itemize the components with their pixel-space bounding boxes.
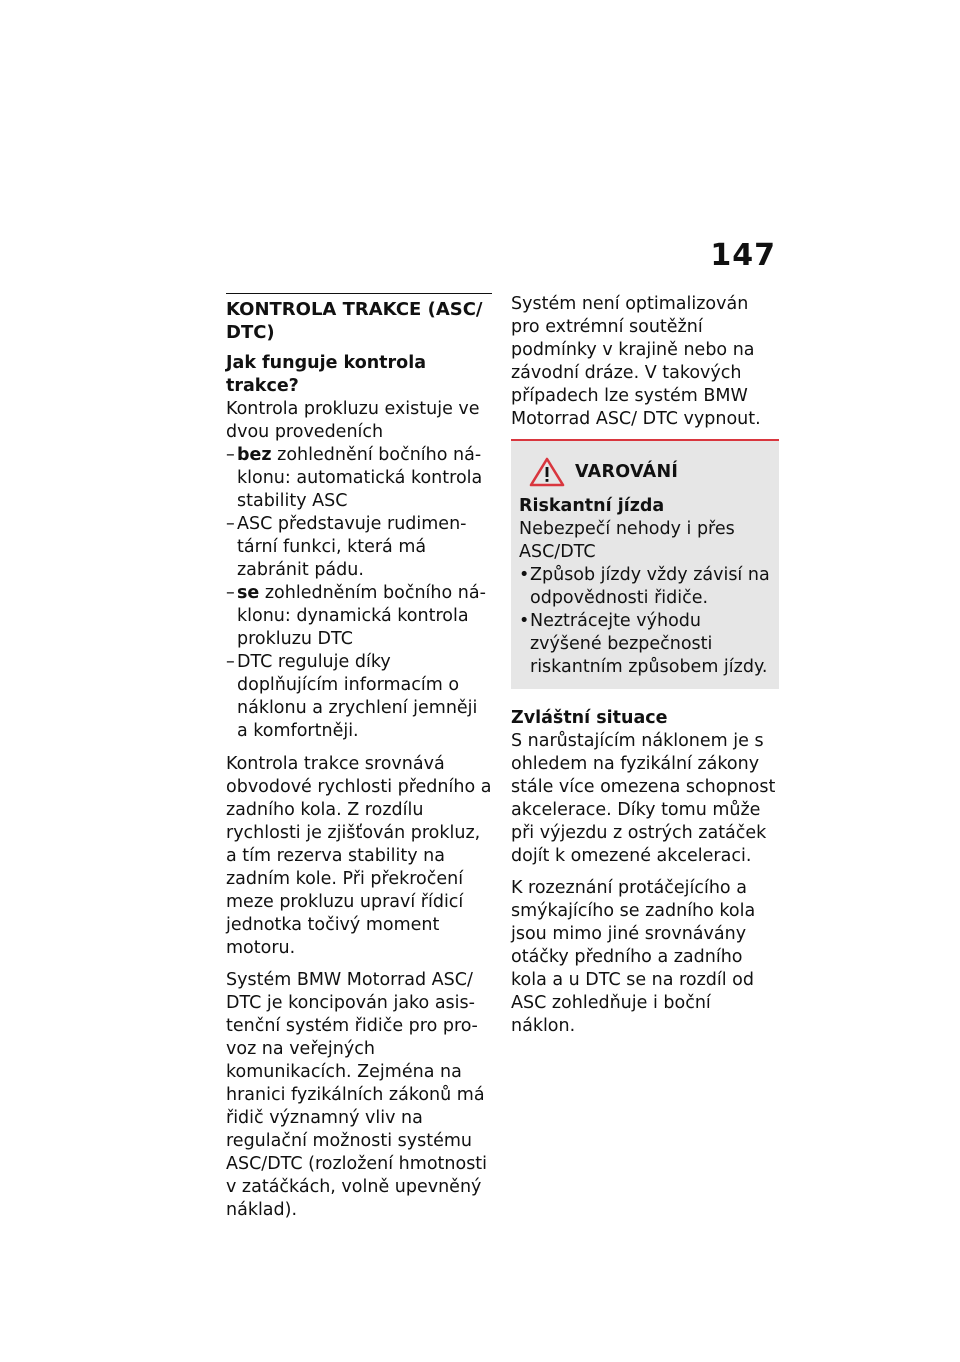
bullet-marker: • bbox=[519, 611, 530, 631]
list-item-text: DTC reguluje díky doplňujícím informacím o náklonu a zrychlení jemněji a komfortněji. bbox=[237, 652, 478, 741]
intro-text: Kontrola prokluzu existuje ve dvou provedeních bbox=[226, 399, 480, 442]
dash-marker: – bbox=[226, 652, 235, 672]
left-column bbox=[226, 293, 492, 1231]
warning-box bbox=[511, 439, 779, 689]
list-item-text: zohlednění bočního náklonu: automatická kontrola stability ASC bbox=[237, 445, 483, 511]
list-item bbox=[519, 610, 771, 679]
list-item-bold: bez bbox=[237, 445, 272, 465]
warning-text: Nebezpečí nehody i přes ASC/DTC bbox=[519, 519, 735, 562]
warning-label: VAROVÁNÍ bbox=[575, 461, 679, 482]
list-item-text: Způsob jízdy vždy závisí na odpovědnosti řidiče. bbox=[530, 565, 770, 608]
page-number: 147 bbox=[710, 238, 776, 273]
list-item-bold: se bbox=[237, 583, 260, 603]
dash-marker: – bbox=[226, 445, 235, 465]
paragraph-comparison: Kontrola trakce srovnává obvodové rychlosti předního a zadního kola. Z rozdílu rychlosti je zjišťován prokluz, a tím rezerva stability na zadním kole. Při překročení meze prokluzu upraví řídicí jednotka točivý moment motoru. bbox=[226, 754, 492, 958]
bullet-marker: • bbox=[519, 565, 530, 585]
warning-triangle-icon bbox=[529, 457, 565, 487]
list-item bbox=[226, 582, 492, 651]
list-item-text: zohledněním bočního náklonu: dynamická kontrola prokluzu DTC bbox=[237, 583, 486, 649]
right-column bbox=[511, 293, 779, 1047]
list-item-text: ASC představuje rudimentární funkci, která má zabránit pádu. bbox=[237, 514, 467, 580]
paragraph-wheel-detection: K rozeznání protáčejícího a smýkajícího se zadního kola jsou mimo jiné srovnávány otáčky předního a zadního kola a u DTC se na rozdíl od ASC zohledňuje i boční náklon. bbox=[511, 878, 756, 1036]
warning-header bbox=[519, 457, 771, 487]
section-rule bbox=[226, 293, 492, 294]
paragraph-acceleration: S narůstajícím náklonem je s ohledem na fyzikální zákony stále více omezena schopnost akcelerace. Díky tomu může při výjezdu z ostrých zatáček dojít k omezené akceleraci. bbox=[511, 731, 776, 866]
variant-list bbox=[226, 444, 492, 743]
paragraph-not-optimized: Systém není optimalizován pro extrémní soutěžní podmínky v krajině nebo na závodní dráze. V takových případech lze systém BMW Motorrad ASC/ DTC vypnout. bbox=[511, 294, 761, 429]
list-item bbox=[519, 564, 771, 610]
list-item-text: Neztrácejte výhodu zvýšené bezpečnosti riskantním způsobem jízdy. bbox=[530, 611, 768, 677]
section-title: KONTROLA TRAKCE (ASC/ DTC) bbox=[226, 299, 483, 343]
paragraph-assistant-system: Systém BMW Motorrad ASC/ DTC je koncipován jako asistenční systém řidiče pro provoz na veřejných komunikacích. Zejména na hranici fyzikálních zákonů má řidič významný vliv na regulační možnosti systému ASC/DTC (rozložení hmotnosti v zatáčkách, volně upevněný náklad). bbox=[226, 970, 488, 1220]
warning-heading: Riskantní jízda bbox=[519, 496, 665, 516]
list-item bbox=[226, 651, 492, 743]
list-item bbox=[226, 444, 492, 513]
subheading-special-situations: Zvláštní situace bbox=[511, 708, 668, 728]
warning-bullets bbox=[519, 564, 771, 679]
dash-marker: – bbox=[226, 514, 235, 534]
subheading-how-it-works: Jak funguje kontrola trakce? bbox=[226, 353, 427, 396]
list-item bbox=[226, 513, 492, 582]
dash-marker: – bbox=[226, 583, 235, 603]
